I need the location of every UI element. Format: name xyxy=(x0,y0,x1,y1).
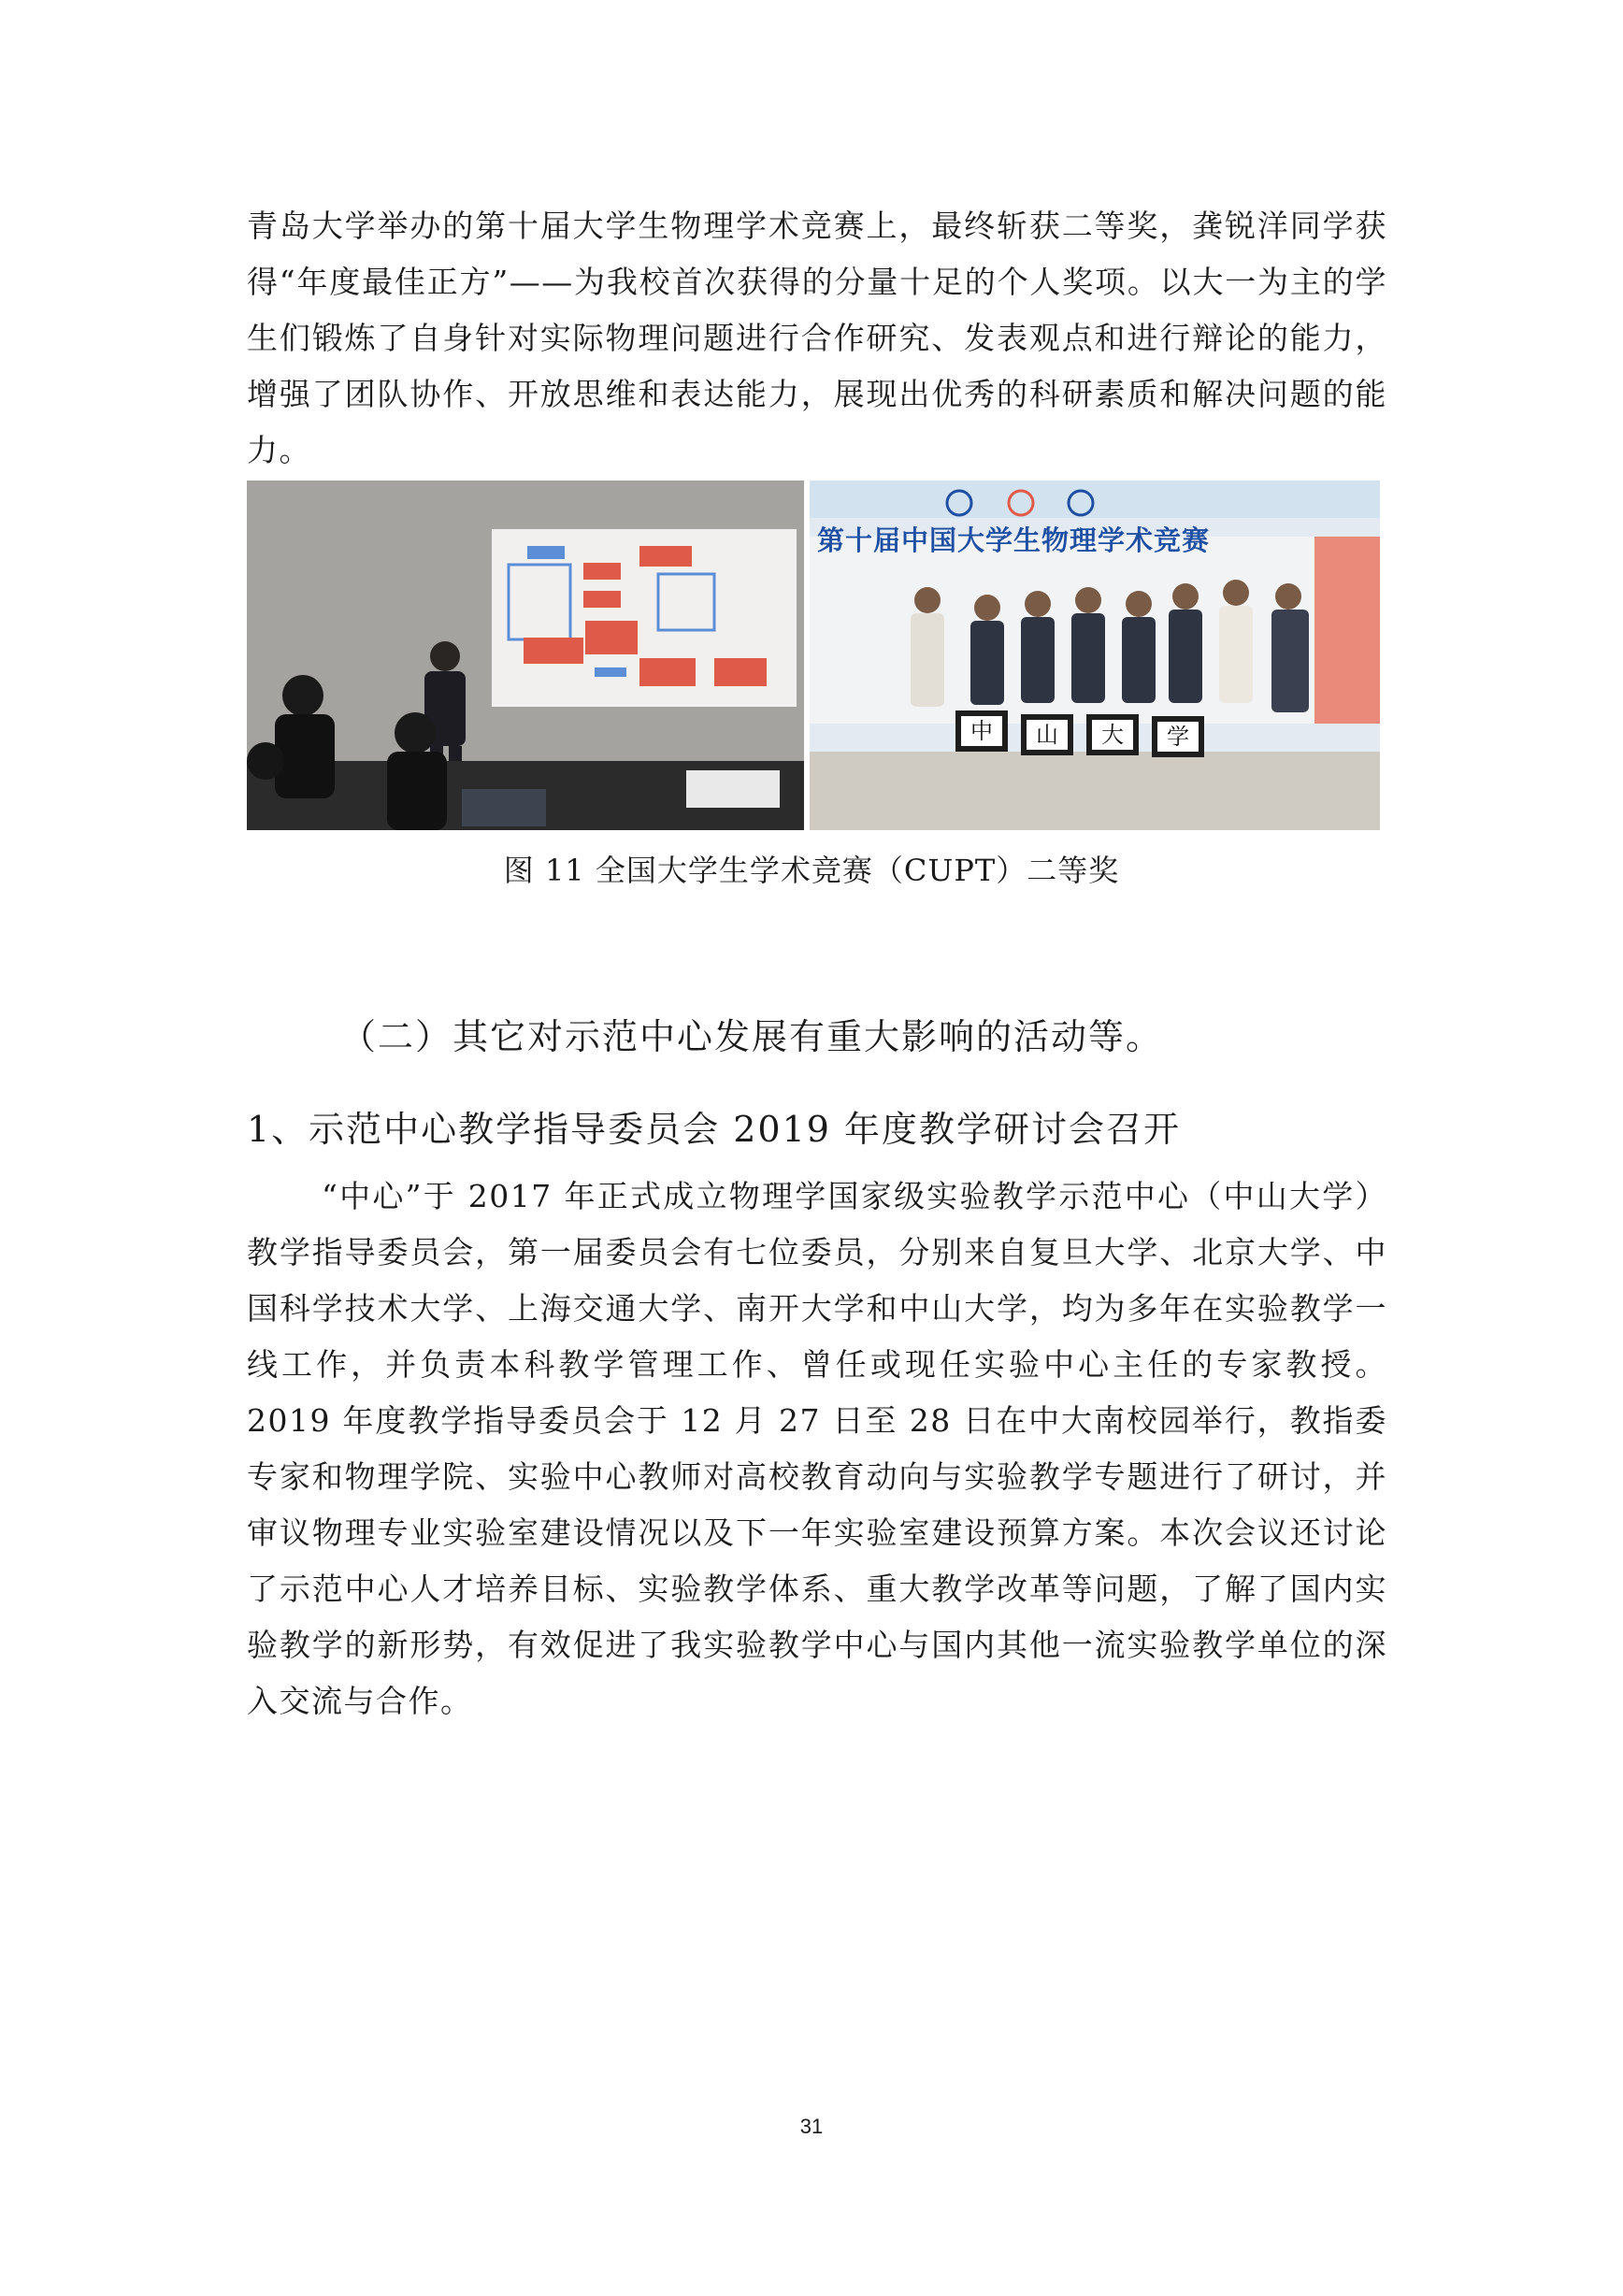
photo-presentation xyxy=(247,481,804,830)
sign-char-3: 大 xyxy=(1101,722,1124,748)
body-paragraph-committee: “中心”于 2017 年正式成立物理学国家级实验教学示范中心（中山大学）教学指导委员会，第一届委员会有七位委员，分别来自复旦大学、北京大学、中国科学技术大学、上海交通大学、南开大学和中山大学，均为多年在实验教学一线工作，并负责本科教学管理工作、曾任或现任实验中心主任的专家教授。2019 年度教学指导委员会于 12 月 27 日至 28 日在中大南校园举行，教指委专家和物理学院、实验中心教师对高校教育动向与实验教学专题进行了研讨，并审议物理专业实验室建设情况以及下一年实验室建设预算方案。本次会议还讨论了示范中心人才培养目标、实验教学体系、重大教学改革等问题，了解了国内实验教学的新形势，有效促进了我实验教学中心与国内其他一流实验教学单位的深入交流与合作。 xyxy=(247,1178,1387,1719)
sign-char-4: 学 xyxy=(1167,724,1189,750)
sign-char-2: 山 xyxy=(1036,722,1058,748)
body-paragraph-cupt: 青岛大学举办的第十届大学生物理学术竞赛上，最终斩获二等奖，龚锐洋同学获得“年度最佳正方”——为我校首次获得的分量十足的个人奖项。以大一为主的学生们锻炼了自身针对实际物理问题进行合作研究、发表观点和进行辩论的能力，增强了团队协作、开放思维和表达能力，展现出优秀的科研素质和解决问题的能力。 xyxy=(247,208,1387,468)
presentation-illustration xyxy=(247,481,804,830)
banner-text: 第十届中国大学生物理学术竞赛 xyxy=(817,524,1211,556)
item-heading: 1、示范中心教学指导委员会 2019 年度教学研讨会召开 xyxy=(247,1109,1182,1150)
page-number: 31 xyxy=(799,2115,824,2138)
figure-photos xyxy=(247,481,1380,830)
photo-team xyxy=(810,481,1380,830)
figure-caption: 图 11 全国大学生学术竞赛（CUPT）二等奖 xyxy=(503,853,1120,888)
subsection-heading: （二）其它对示范中心发展有重大影响的活动等。 xyxy=(340,1016,1164,1057)
sign-char-1: 中 xyxy=(970,718,993,744)
